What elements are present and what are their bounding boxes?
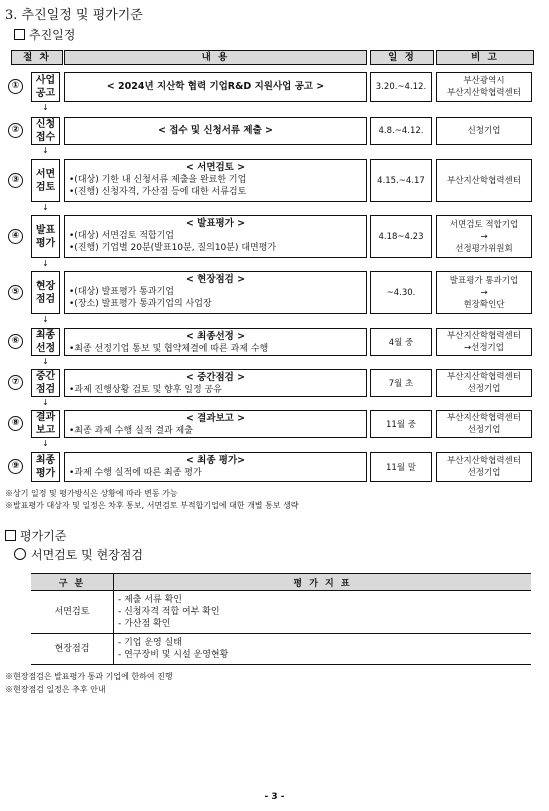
step-number: ⑧ (8, 416, 23, 431)
header-step: 절 차 (11, 50, 63, 65)
step-content-title: < 발표평가 > (185, 218, 246, 229)
step-note-line: 부산지산학협력센터 (447, 413, 521, 423)
step-content-line: •과제 수행 실적에 따른 최종 평가 (69, 468, 202, 478)
table-row (31, 634, 531, 665)
step-label: 신청 접수 (31, 117, 60, 145)
step-note-line: → (480, 287, 488, 298)
step-content-line: •최종 선정기업 통보 및 협약체결에 따른 과제 수행 (69, 344, 269, 354)
step-content-line: •(대상) 발표평가 통과기업 (69, 287, 174, 297)
down-arrow-icon: ↓ (42, 398, 49, 407)
step-content-title: < 2024년 지산학 협력 기업R&D 지원사업 공고 > (106, 81, 325, 92)
criteria-subheading-text: 서면검토 및 현장점검 (31, 548, 143, 562)
down-arrow-icon: ↓ (42, 357, 49, 366)
section-title: 3. 추진일정 및 평가기준 (5, 8, 143, 23)
step-note (436, 117, 532, 145)
down-arrow-icon: ↓ (42, 315, 49, 324)
step-note-line: 부산지산학협력센터 (447, 456, 521, 466)
step-content-title: < 접수 및 신청서류 제출 > (157, 125, 274, 136)
step-content-title: < 중간점검 > (185, 372, 246, 383)
eval-note-2: ※현장점검 일정은 추후 안내 (5, 685, 106, 694)
table-row (31, 591, 531, 634)
header-note: 비 고 (436, 50, 534, 65)
step-note (436, 452, 532, 482)
step-content-title: < 현장점검 > (185, 274, 246, 285)
step-note-line: 선정기업 (467, 384, 501, 394)
step-date: 7월 초 (370, 369, 432, 397)
step-note-line: 선정기업 (467, 468, 501, 478)
header-content: 내 용 (64, 50, 367, 65)
step-note-line: → (480, 231, 488, 242)
step-date: 11월 중 (370, 410, 432, 438)
step-note (436, 271, 532, 314)
step-content-line: •(대상) 서면검토 적합기업 (69, 231, 174, 241)
header-date: 일 정 (370, 50, 434, 65)
step-date: 4.15.~4.17 (370, 159, 432, 202)
step-note-line: 부산지산학협력센터 (447, 175, 521, 186)
step-content (64, 452, 367, 482)
circle-bullet-icon (14, 548, 26, 560)
step-content (64, 410, 367, 438)
step-content-title: < 최종 평가> (185, 455, 246, 466)
down-arrow-icon: ↓ (42, 146, 49, 155)
step-note-line: 부산지산학협력센터 (447, 88, 521, 98)
step-note-line: 부산지산학협력센터 (447, 331, 521, 341)
table-cell-category: 현장점검 (31, 634, 114, 665)
table-cell-items (114, 634, 532, 665)
step-content (64, 369, 367, 397)
step-note-line: 부산지산학협력센터 (447, 372, 521, 382)
step-note-line: 발표평가 통과기업 (449, 275, 519, 286)
step-label: 발표 평가 (31, 215, 60, 258)
step-date: 4월 중 (370, 328, 432, 356)
list-item: - 제출 서류 확인 (118, 595, 182, 605)
table-header-row (31, 574, 531, 591)
eval-note-1: ※현장점검은 발표평가 통과 기업에 한하여 진행 (5, 672, 173, 681)
step-date: 4.8.~4.12. (370, 117, 432, 145)
schedule-heading (14, 26, 75, 43)
step-label: 서면 검토 (31, 159, 60, 202)
step-content-line: •(장소) 발표평가 통과기업의 사업장 (69, 299, 212, 309)
step-label: 결과 보고 (31, 410, 60, 438)
step-note (436, 72, 532, 102)
step-number: ③ (8, 173, 23, 188)
step-note (436, 410, 532, 438)
step-note-line: 서면검토 적합기업 (449, 219, 519, 230)
step-note-line: 부산광역시 (463, 76, 505, 86)
criteria-subheading (14, 546, 143, 563)
step-content (64, 215, 367, 258)
checkbox-square-icon (14, 29, 25, 40)
step-number: ⑥ (8, 334, 23, 349)
list-item: - 신청자격 적합 여부 확인 (118, 607, 220, 617)
table-header-indicator: 평 가 지 표 (114, 574, 532, 591)
step-content-title: < 최종선정 > (185, 331, 246, 342)
step-number: ⑨ (8, 459, 23, 474)
step-date: 4.18~4.23 (370, 215, 432, 258)
table-cell-category: 서면검토 (31, 591, 114, 634)
step-content (64, 271, 367, 314)
step-content-title: < 결과보고 > (185, 413, 246, 424)
step-content-line: •최종 과제 수행 실적 결과 제출 (69, 426, 193, 436)
table-header-category: 구 분 (31, 574, 114, 591)
step-date: 3.20.~4.12. (370, 72, 432, 102)
step-label: 최종 선정 (31, 328, 60, 356)
step-content (64, 72, 367, 102)
step-number: ① (8, 79, 23, 94)
criteria-heading (5, 527, 66, 544)
step-content-line: •(대상) 기한 내 신청서류 제출을 완료한 기업 (69, 175, 247, 185)
step-content (64, 159, 367, 202)
step-content (64, 328, 367, 356)
schedule-heading-text: 추진일정 (29, 28, 76, 42)
step-note (436, 159, 532, 202)
list-item: - 기업 운영 실태 (118, 638, 182, 648)
step-note-line: 신청기업 (467, 126, 501, 136)
step-date: ~4.30. (370, 271, 432, 314)
evaluation-table (31, 573, 531, 665)
step-note-line: 선정평가위원회 (455, 243, 513, 254)
step-note-line: 선정기업 (467, 425, 501, 435)
list-item: - 연구장비 및 시설 운영현황 (118, 650, 229, 660)
step-number: ② (8, 123, 23, 138)
step-number: ⑦ (8, 375, 23, 390)
step-content-line: •(진행) 신청자격, 가산점 등에 대한 서류검토 (69, 187, 247, 197)
down-arrow-icon: ↓ (42, 259, 49, 268)
step-label: 최종 평가 (31, 452, 60, 482)
checkbox-square-icon (5, 530, 16, 541)
step-date: 11월 말 (370, 452, 432, 482)
step-content-line: •과제 진행상황 검토 및 향후 일정 공유 (69, 385, 222, 395)
step-label: 사업 공고 (31, 72, 60, 102)
list-item: - 가산점 확인 (118, 619, 171, 629)
footnote-2: ※발표평가 대상자 및 일정은 차후 통보, 서면검토 부적합기업에 대한 개별 통보 생략 (5, 501, 299, 510)
footnote-1: ※상기 일정 및 평가방식은 상황에 따라 변동 가능 (5, 489, 178, 498)
page-number: - 3 - (264, 792, 285, 802)
step-note (436, 369, 532, 397)
step-label: 현장 점검 (31, 271, 60, 314)
step-note (436, 215, 532, 258)
down-arrow-icon: ↓ (42, 203, 49, 212)
step-content-line: •(진행) 기업별 20분(발표10분, 질의10분) 대면평가 (69, 243, 277, 253)
criteria-heading-text: 평가기준 (20, 529, 67, 543)
step-number: ④ (8, 229, 23, 244)
step-content (64, 117, 367, 145)
step-note-line: 현장확인단 (463, 299, 505, 310)
step-content-title: < 서면검토 > (185, 162, 246, 173)
down-arrow-icon: ↓ (42, 103, 49, 112)
step-note (436, 328, 532, 356)
step-number: ⑤ (8, 285, 23, 300)
step-label: 중간 점검 (31, 369, 60, 397)
down-arrow-icon: ↓ (42, 439, 49, 448)
table-cell-items (114, 591, 532, 634)
step-note-line: →선정기업 (464, 343, 504, 353)
